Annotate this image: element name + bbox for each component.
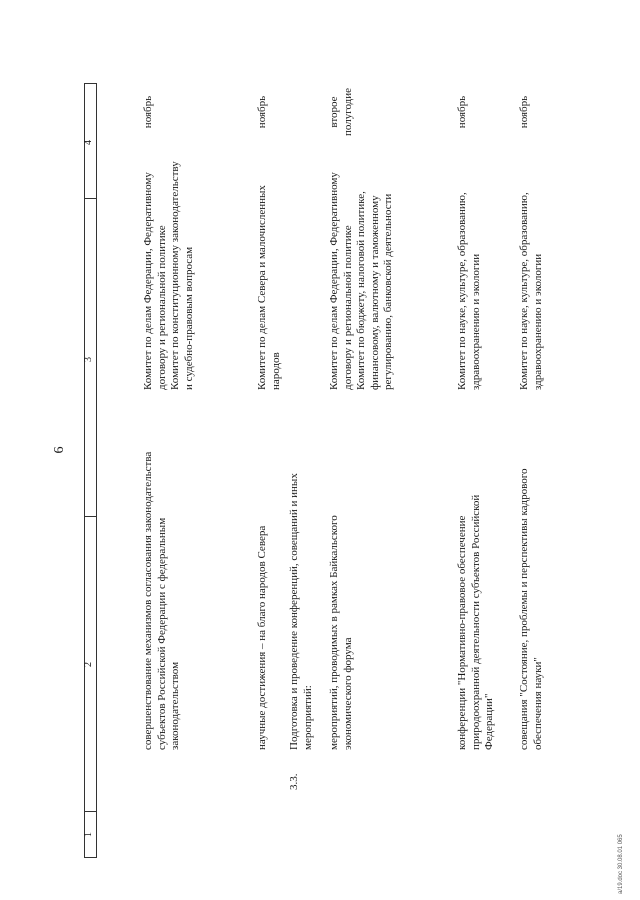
row-4-term: второе полугодие <box>328 87 354 137</box>
row-6-term: ноябрь <box>518 95 530 129</box>
row-1-term: ноябрь <box>142 95 154 129</box>
row-4-committee: Комитет по делам Федерации, Федеративному договору и региональной политике Комитет по бюджету, налоговой политике, финансовому, валютному и таможенному регулированию, банковской деятельности <box>328 172 395 390</box>
page-number: 6 <box>52 446 67 454</box>
row-3-event: Подготовка и проведение конференций, совещаний и иных мероприятий: <box>288 473 314 750</box>
table-header <box>84 83 97 858</box>
header-col-4: 4 <box>83 140 94 145</box>
row-5-term: ноябрь <box>456 95 468 129</box>
row-3-number: 3.3. <box>288 773 300 790</box>
row-2-term: ноябрь <box>256 95 268 129</box>
row-1-event: совершенствование механизмов согласования законодательства субъектов Российской Федерации с федеральным законодательством <box>142 451 182 750</box>
row-5-event: конференции "Нормативно-правовое обеспечение природоохранной деятельности субъектов Российской Федерации" <box>456 494 496 750</box>
row-2-committee: Комитет по делам Севера и малочисленных народов <box>256 185 282 390</box>
document-footer: а/19.doc 30.08.01 065 <box>618 834 624 894</box>
row-5-committee: Комитет по науке, культуре, образованию, здравоохранению и экологии <box>456 192 482 390</box>
header-col-3: 3 <box>83 357 94 362</box>
row-6-committee: Комитет по науке, культуре, образованию, здравоохранению и экологии <box>518 192 544 390</box>
row-6-event: совещания "Состояние, проблемы и перспективы кадрового обеспечения науки" <box>518 468 544 750</box>
row-2-event: научные достижения – на благо народов Севера <box>256 525 268 750</box>
header-col-2: 2 <box>83 662 94 667</box>
row-4-event: мероприятий, проводимых в рамках Байкальского экономического форума <box>328 515 354 750</box>
header-col-1: 1 <box>83 832 94 837</box>
row-1-committee: Комитет по делам Федерации, Федеративному договору и региональной политике Комитет по конституционному законодательству и судебно-правовым вопросам <box>142 161 195 390</box>
